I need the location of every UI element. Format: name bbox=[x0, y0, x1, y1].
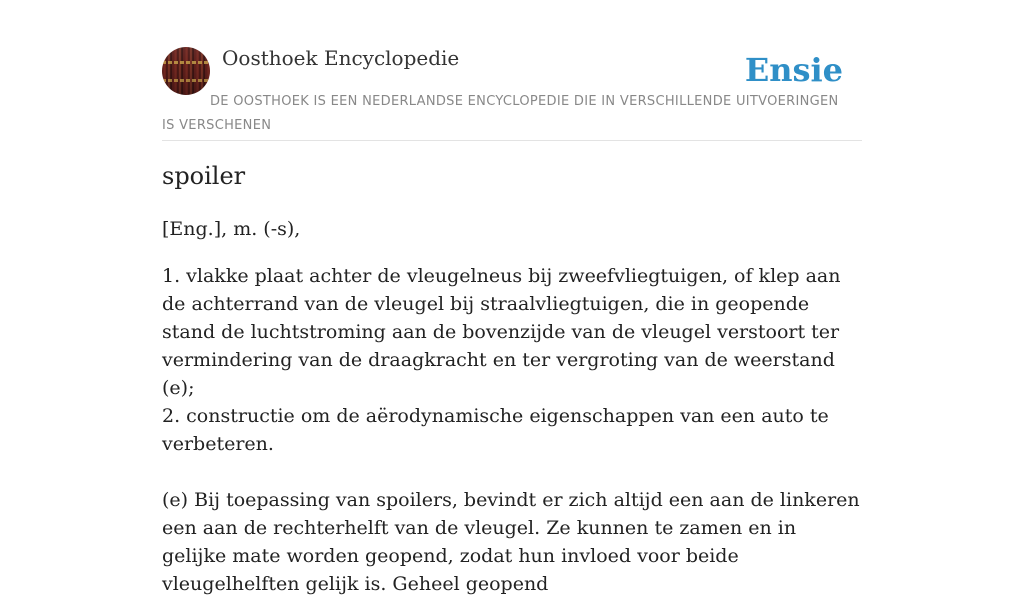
entry-title: spoiler bbox=[162, 162, 246, 190]
site-header bbox=[162, 0, 862, 141]
definition-1: 1. vlakke plaat achter de vleugelneus bij zweefvliegtuigen, of klep aan de achterrand van de vleugel bij straalvliegtuigen, die in geopende stand de luchtstroming aan de bovenzijde van de vleugel verstoort ter vermindering van de draagkracht en ter vergroting van de weerstand (e); bbox=[162, 265, 841, 399]
site-tagline: DE OOSTHOEK IS EEN NEDERLANDSE ENCYCLOPEDIE DIE IN VERSCHILLENDE UITVOERINGEN IS VERSCHENEN bbox=[162, 94, 839, 133]
entry-note: (e) Bij toepassing van spoilers, bevindt er zich altijd een aan de linkeren een aan de rechterhelft van de vleugel. Ze kunnen te zamen en in gelijke mate worden geopend, zodat hun invloed voor beide vleugelhelften gelijk is. Geheel geopend bbox=[162, 489, 860, 595]
page-container bbox=[162, 0, 862, 141]
entry-content bbox=[162, 215, 862, 598]
entry-meta: [Eng.], m. (-s), bbox=[162, 218, 301, 240]
ensie-logo-link[interactable]: Ensie bbox=[744, 51, 843, 89]
encyclopedia-avatar-icon[interactable] bbox=[162, 47, 210, 95]
site-name-link[interactable]: Oosthoek Encyclopedie bbox=[222, 46, 460, 70]
definition-2: 2. constructie om de aërodynamische eigenschappen van een auto te verbeteren. bbox=[162, 405, 829, 455]
